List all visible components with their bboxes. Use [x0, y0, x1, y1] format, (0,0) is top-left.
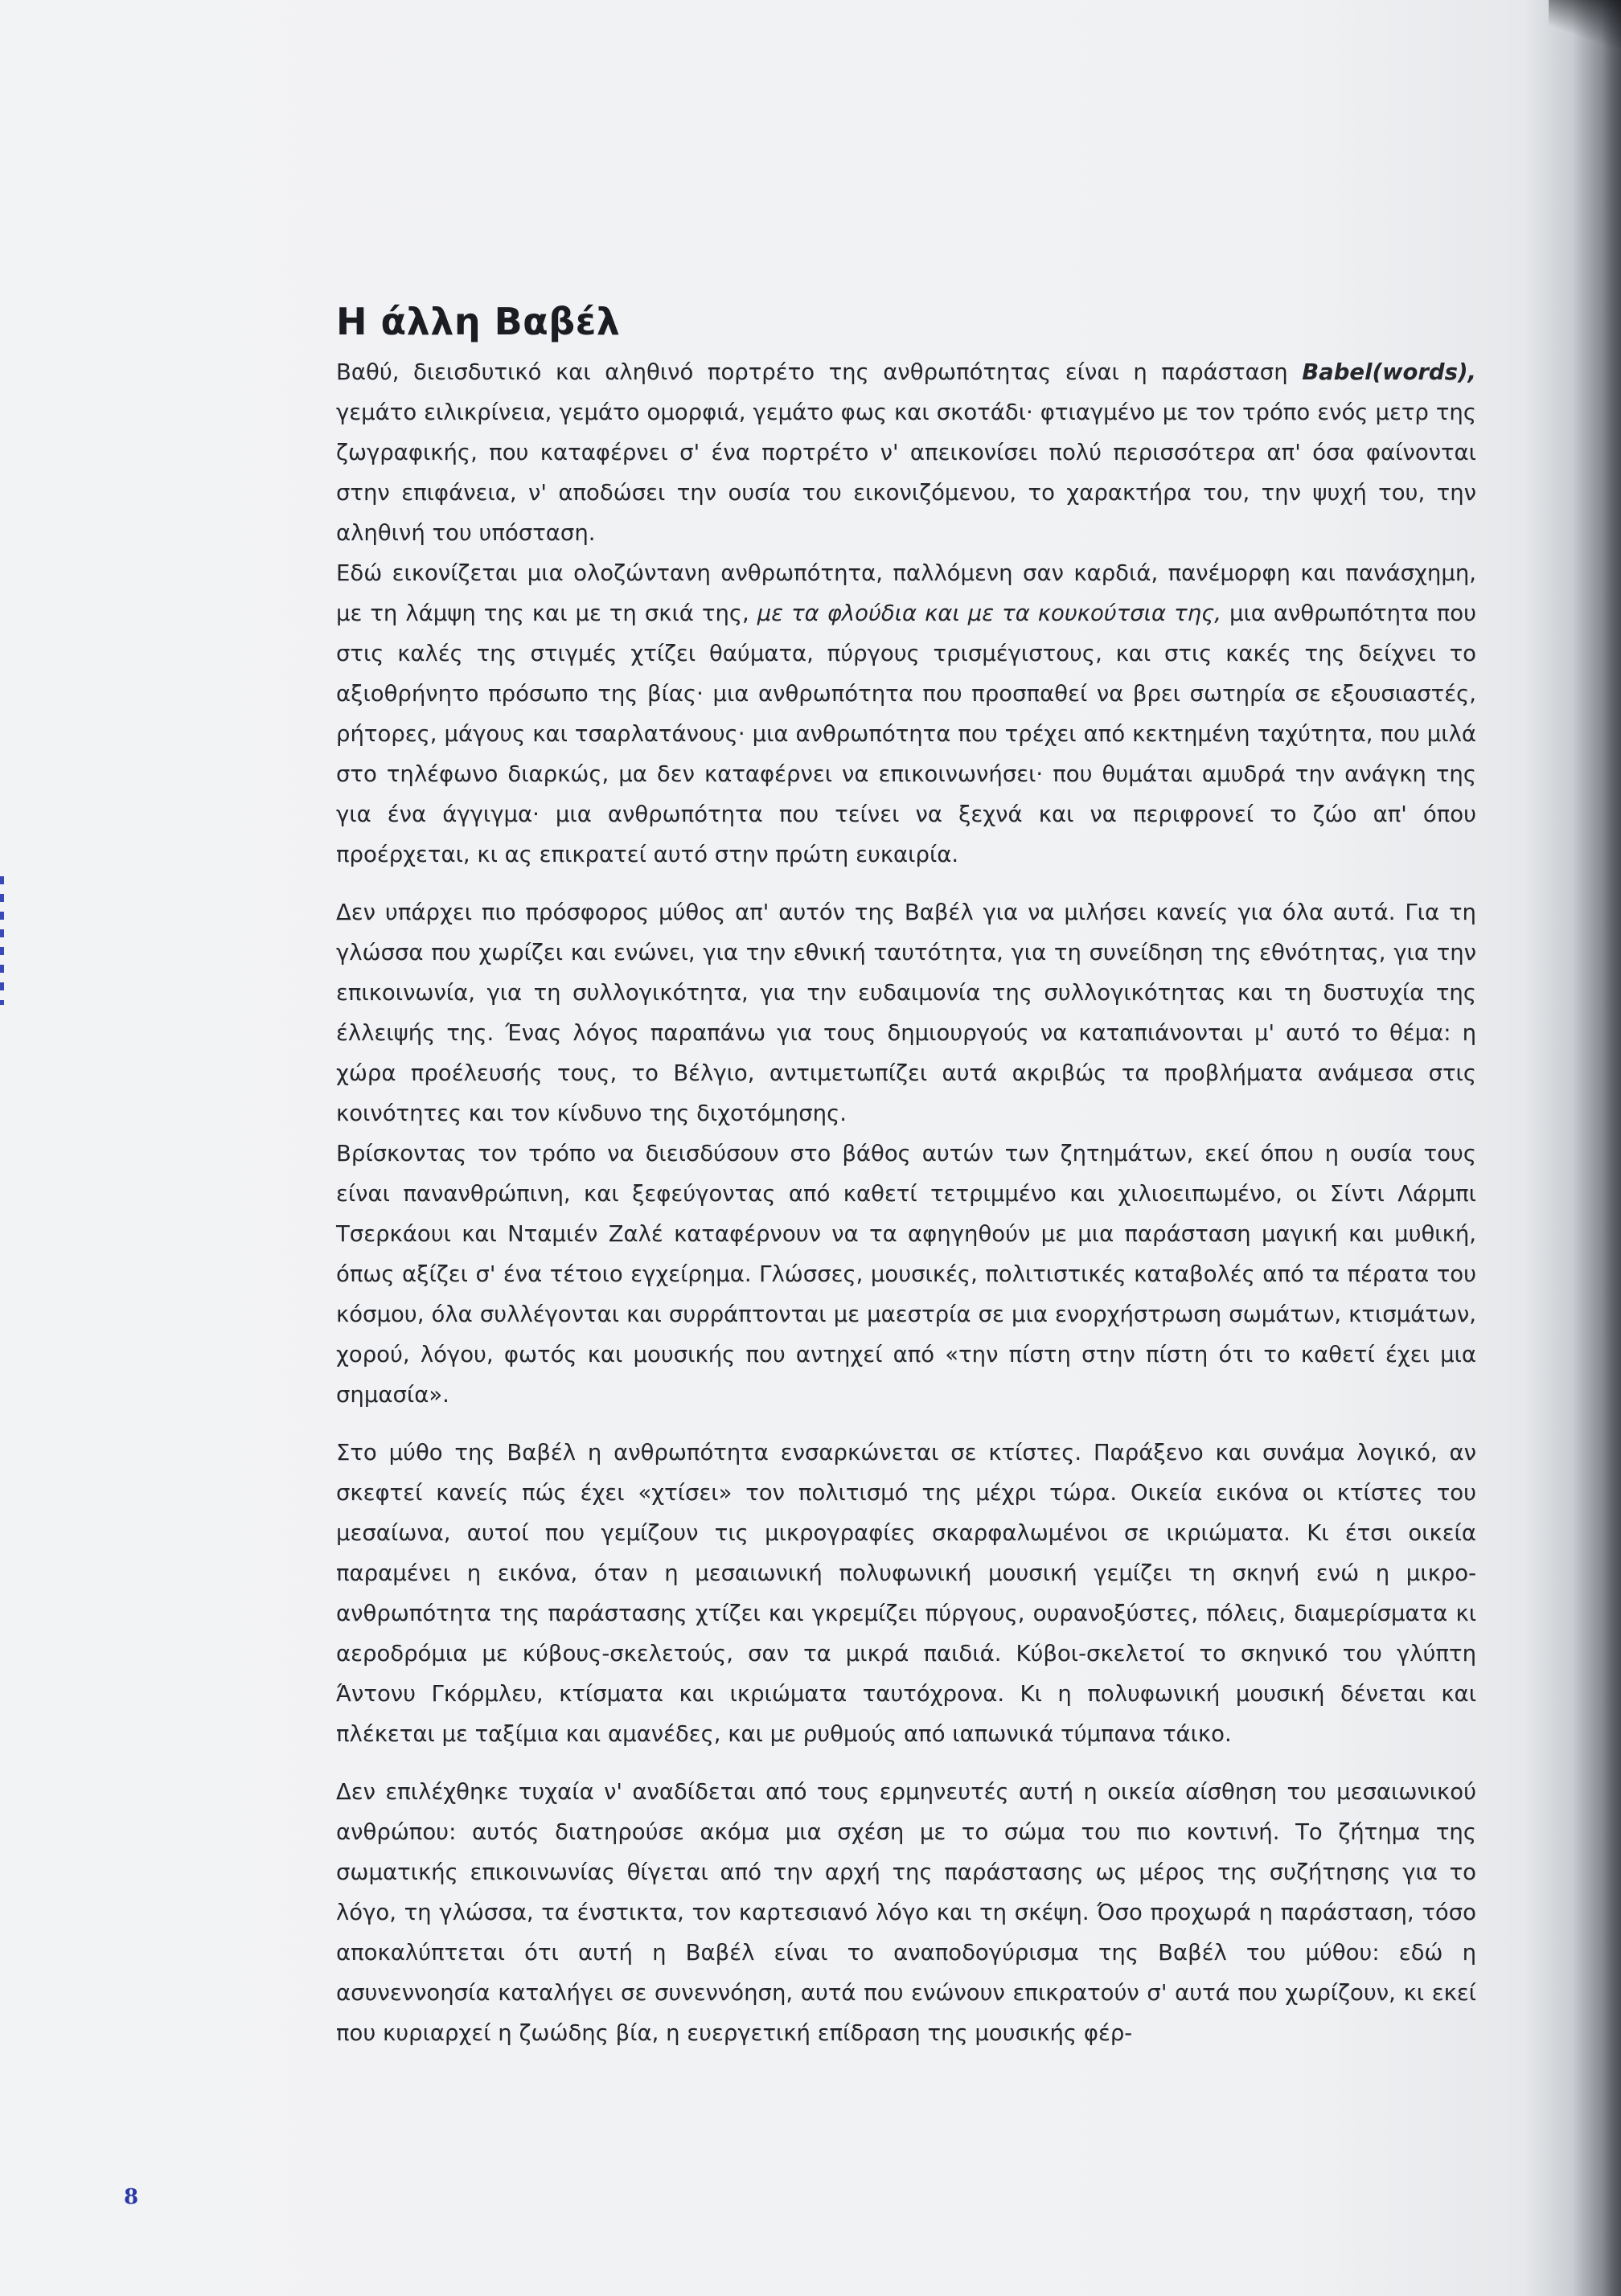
page-binding-shadow — [1573, 0, 1621, 2296]
edge-color-marks — [0, 876, 4, 1005]
paragraph-5: Στο μύθο της Βαβέλ η ανθρωπότητα ενσαρκώνεται σε κτίστες. Παράξενο και συνάμα λογικό, αν σκεφτεί κανείς πώς έχει «χτίσει» τον πολιτισμό της μέχρι τώρα. Οικεία εικόνα οι κτίστες του μεσαίωνα, αυτοί που γεμίζουν τις μικρογραφίες σκαρφαλωμένοι σε ικριώματα. Κι έτσι οικεία παραμένει η εικόνα, όταν η μεσαιωνική πολυφωνική μουσική γεμίζει τη σκηνή ενώ η μικρο-ανθρωπότητα της παράστασης χτίζει και γκρεμίζει πύργους, ουρανοξύστες, πόλεις, διαμερίσματα κι αεροδρόμια με κύβους-σκελετούς, σαν τα μικρά παιδιά. Κύβοι-σκελετοί το σκηνικό του γλύπτη Άντονυ Γκόρμλευ, κτίσματα και ικριώματα ταυτόχρονα. Κι η πολυφωνική μουσική δένεται και πλέκεται με ταξίμια και αμανέδες, και με ρυθμούς από ιαπωνικά τύμπανα τάικο. — [336, 1440, 1476, 1747]
italic-phrase: με τα φλούδια και με τα κουκούτσια της, — [757, 601, 1221, 626]
paragraph-6: Δεν επιλέχθηκε τυχαία ν' αναδίδεται από τους ερμηνευτές αυτή η οικεία αίσθηση του μεσαιωνικού ανθρώπου: αυτός διατηρούσε ακόμα μια σχέση με το σώμα του πιο κοντινή. Το ζήτημα της σωματικής επικοινωνίας θίγεται από την αρχή της παράστασης ως μέρος της συζήτησης για το λόγο, τη γλώσσα, τα ένστικτα, τον καρτεσιανό λόγο και τη σκέψη. Όσο προχωρά η παράσταση, τόσο αποκαλύπτεται ότι αυτή η Βαβέλ είναι το αναποδογύρισμα της Βαβέλ του μύθου: εδώ η ασυνεννοησία καταλήγει σε συνεννόηση, αυτά που ενώνουν επικρατούν σ' αυτά που χωρίζουν, κι εκεί που κυριαρχεί η ζωώδης βία, η ευεργετική επίδραση της μουσικής φέρ- — [336, 1779, 1476, 2046]
paragraph-3: Δεν υπάρχει πιο πρόσφορος μύθος απ' αυτόν της Βαβέλ για να μιλήσει κανείς για όλα αυτά. Για τη γλώσσα που χωρίζει και ενώνει, για την εθνική ταυτότητα, για τη συνείδηση της εθνότητας, για την επικοινωνία, για τη συλλογικότητα, για την ευδαιμονία της συλλογικότητας και τη δυστυχία της έλλειψής της. Ένας λόγος παραπάνω για τους δημιουργούς να καταπιάνονται μ' αυτό το θέμα: η χώρα προέλευσής τους, το Βέλγιο, αντιμετωπίζει αυτά ακριβώς τα προβλήματα ανάμεσα στις κοινότητες και τον κίνδυνο της διχοτόμησης. — [336, 900, 1476, 1126]
paragraph-4: Βρίσκοντας τον τρόπο να διεισδύσουν στο βάθος αυτών των ζητημάτων, εκεί όπου η ουσία τους είναι πανανθρώπινη, και ξεφεύγοντας από καθετί τετριμμένο και χιλιοειπωμένο, οι Σίντι Λάρμπι Τσερκάουι και Νταμιέν Ζαλέ καταφέρνουν να τα αφηγηθούν με μια παράσταση μαγική και μυθική, όπως αξίζει σ' ένα τέτοιο εγχείρημα. Γλώσσες, μουσικές, πολιτιστικές καταβολές από τα πέρατα του κόσμου, όλα συλλέγονται και συρράπτονται με μαεστρία σε μια ενορχήστρωση σωμάτων, κτισμάτων, χορού, λόγου, φωτός και μουσικής που αντηχεί από «την πίστη στην πίστη ότι το καθετί έχει μια σημασία». — [336, 1141, 1476, 1408]
page-number: 8 — [124, 2185, 139, 2209]
paragraph-2 — [336, 553, 1476, 875]
article-body — [336, 299, 1476, 2053]
paragraph-1-lead: Βαθύ, διεισδυτικό και αληθινό πορτρέτο της ανθρωπότητας είναι η παράσταση — [336, 359, 1303, 385]
paragraph-1-rest: γεμάτο ειλικρίνεια, γεμάτο ομορφιά, γεμάτο φως και σκοτάδι· φτιαγμένο με τον τρόπο ενός μετρ της ζωγραφικής, που καταφέρνει σ' ένα πορτρέτο ν' απεικονίσει πολύ περισσότερα απ' όσα φαίνονται στην επιφάνεια, ν' αποδώσει την ουσία του εικονιζόμενου, το χαρακτήρα του, την ψυχή του, την αληθινή του υπόσταση. — [336, 400, 1476, 546]
paragraph-2-rest: μια ανθρωπότητα που στις καλές της στιγμές χτίζει θαύματα, πύργους τρισμέγιστους, και στις κακές της δείχνει το αξιοθρήνητο πρόσωπο της βίας· μια ανθρωπότητα που προσπαθεί να βρει σωτηρία σε εξουσιαστές, ρήτορες, μάγους και τσαρλατάνους· μια ανθρωπότητα που τρέχει από κεκτημένη ταχύτητα, που μιλά στο τηλέφωνο διαρκώς, μα δεν καταφέρνει να επικοινωνήσει· που θυμάται αμυδρά την ανάγκη της για ένα άγγιγμα· μια ανθρωπότητα που τείνει να ξεχνά και να περιφρονεί το ζώο απ' όπου προέρχεται, κι ας επικρατεί αυτό στην πρώτη ευκαιρία. — [336, 601, 1476, 867]
paragraph-1 — [336, 352, 1476, 553]
page-title: Η άλλη Βαβέλ — [336, 300, 621, 343]
paragraph-2-lead: Εδώ εικονίζεται μια ολοζώντανη ανθρωπότητα, παλλόμενη σαν καρδιά, πανέμορφη και πανάσχημη, με τη λάμψη της και με τη σκιά της, — [336, 560, 1476, 626]
show-title-emphasis: Babel(words), — [1302, 359, 1476, 385]
